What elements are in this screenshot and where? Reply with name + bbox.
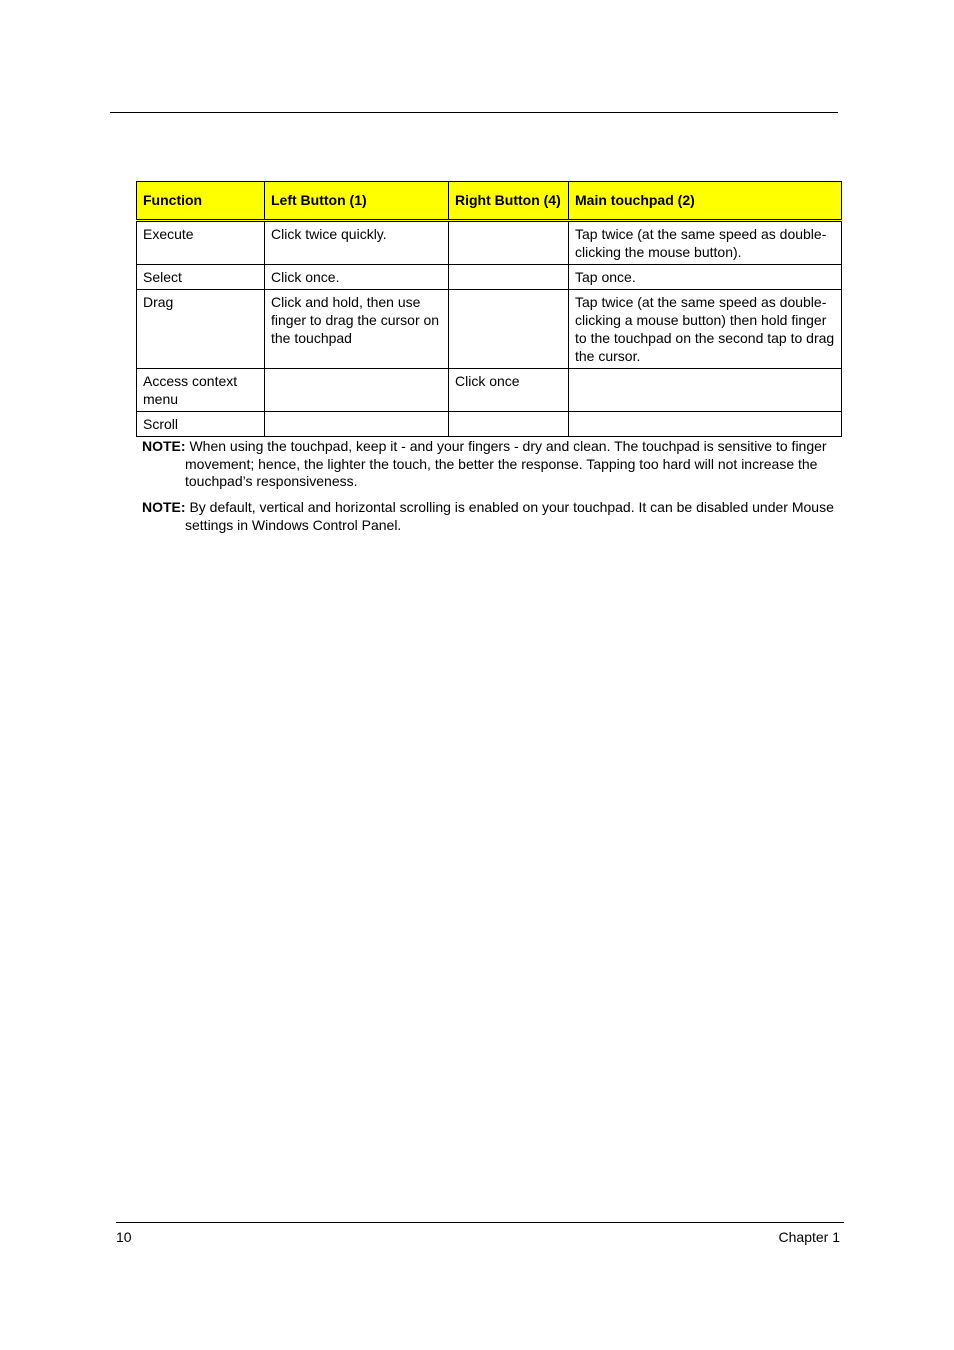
note-text: By default, vertical and horizontal scrolling is enabled on your touchpad. It can be disabled under Mouse settings in Windows Control Panel. xyxy=(185,499,834,533)
table-cell xyxy=(265,369,449,412)
note-label: NOTE: xyxy=(142,438,186,454)
header-left-button: Left Button (1) xyxy=(265,182,449,221)
table-cell: Click twice quickly. xyxy=(265,221,449,265)
table-cell xyxy=(449,412,569,437)
table-row-access-context-menu xyxy=(137,369,842,412)
table-cell xyxy=(449,290,569,369)
table-cell: Access context menu xyxy=(137,369,265,412)
table-cell: Drag xyxy=(137,290,265,369)
note-text: When using the touchpad, keep it - and your fingers - dry and clean. The touchpad is sensitive to finger movement; hence, the lighter the touch, the better the response. Tapping too hard will not increase the touchpad’s responsiveness. xyxy=(185,438,827,489)
header-right-button: Right Button (4) xyxy=(449,182,569,221)
table-cell xyxy=(569,412,842,437)
table-header-row xyxy=(137,182,842,221)
table-cell: Click and hold, then use finger to drag the cursor on the touchpad xyxy=(265,290,449,369)
table-cell: Tap once. xyxy=(569,265,842,290)
header-main-touchpad: Main touchpad (2) xyxy=(569,182,842,221)
table-row-scroll xyxy=(137,412,842,437)
header-rule xyxy=(110,112,838,113)
table-cell xyxy=(449,265,569,290)
table-cell: Execute xyxy=(137,221,265,265)
table-cell: Select xyxy=(137,265,265,290)
note-touchpad-care xyxy=(142,438,842,491)
table-row-execute xyxy=(137,221,842,265)
table-cell: Click once. xyxy=(265,265,449,290)
page-number: 10 xyxy=(116,1229,132,1245)
table-cell: Scroll xyxy=(137,412,265,437)
chapter-label: Chapter 1 xyxy=(778,1229,840,1245)
table-cell xyxy=(265,412,449,437)
table-row-drag xyxy=(137,290,842,369)
footer-rule xyxy=(116,1222,844,1223)
table-cell: Tap twice (at the same speed as double-clicking the mouse button). xyxy=(569,221,842,265)
table-cell: Click once xyxy=(449,369,569,412)
table-cell xyxy=(569,369,842,412)
table-row-select xyxy=(137,265,842,290)
note-label: NOTE: xyxy=(142,499,186,515)
table-cell: Tap twice (at the same speed as double-clicking a mouse button) then hold finger to the touchpad on the second tap to drag the cursor. xyxy=(569,290,842,369)
note-scrolling xyxy=(142,499,842,534)
touchpad-functions-table xyxy=(136,181,842,437)
table-cell xyxy=(449,221,569,265)
header-function: Function xyxy=(137,182,265,221)
